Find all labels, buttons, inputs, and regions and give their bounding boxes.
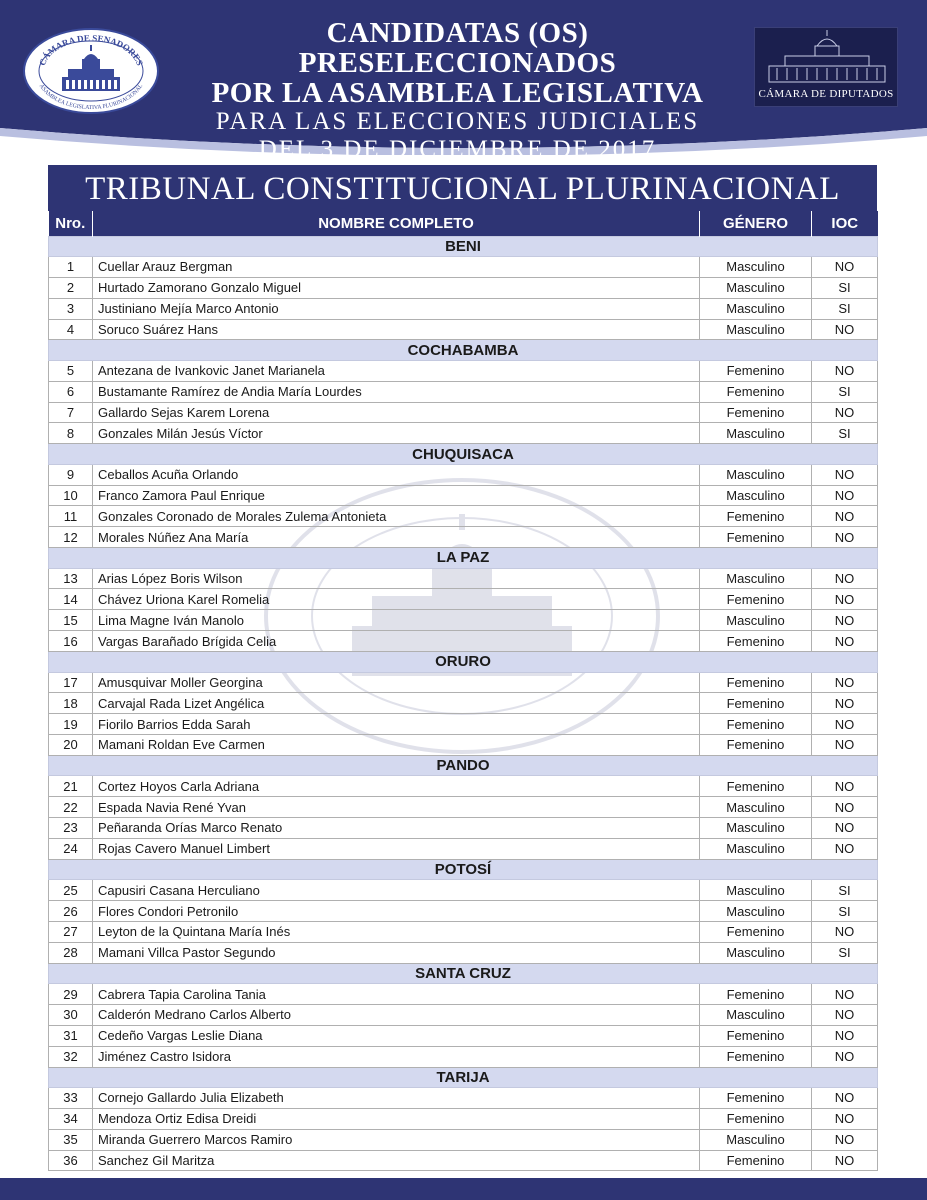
cell-name: Rojas Cavero Manuel Limbert <box>93 838 700 859</box>
header-ioc: IOC <box>812 211 878 236</box>
seal-top-text: CÁMARA DE SENADORES <box>36 32 146 67</box>
cell-ioc: NO <box>812 360 878 381</box>
cell-gender: Masculino <box>700 423 812 444</box>
cell-name: Miranda Guerrero Marcos Ramiro <box>93 1129 700 1150</box>
cell-name: Amusquivar Moller Georgina <box>93 672 700 693</box>
department-name: LA PAZ <box>49 548 878 569</box>
cell-gender: Femenino <box>700 714 812 735</box>
cell-name: Soruco Suárez Hans <box>93 319 700 340</box>
cell-name: Gonzales Milán Jesús Víctor <box>93 423 700 444</box>
cell-ioc: SI <box>812 942 878 963</box>
cell-name: Ceballos Acuña Orlando <box>93 464 700 485</box>
cell-gender: Masculino <box>700 610 812 631</box>
cell-name: Capusiri Casana Herculiano <box>93 880 700 901</box>
cell-ioc: NO <box>812 1004 878 1025</box>
cell-ioc: NO <box>812 797 878 818</box>
cell-nro: 31 <box>49 1025 93 1046</box>
cell-name: Cabrera Tapia Carolina Tania <box>93 984 700 1005</box>
cell-ioc: NO <box>812 838 878 859</box>
cell-gender: Femenino <box>700 984 812 1005</box>
table-row <box>49 506 878 527</box>
cell-name: Jiménez Castro Isidora <box>93 1046 700 1067</box>
cell-ioc: NO <box>812 631 878 652</box>
cell-ioc: NO <box>812 319 878 340</box>
table-row <box>49 880 878 901</box>
cell-name: Antezana de Ivankovic Janet Marianela <box>93 360 700 381</box>
cell-gender: Masculino <box>700 568 812 589</box>
section-title: TRIBUNAL CONSTITUCIONAL PLURINACIONAL <box>48 165 877 211</box>
table-row <box>49 942 878 963</box>
cell-gender: Femenino <box>700 506 812 527</box>
table-row <box>49 838 878 859</box>
table-row <box>49 589 878 610</box>
cell-name: Bustamante Ramírez de Andia María Lourdes <box>93 381 700 402</box>
cell-nro: 19 <box>49 714 93 735</box>
table-row <box>49 1088 878 1109</box>
table-row <box>49 631 878 652</box>
table-row <box>49 672 878 693</box>
cell-name: Chávez Uriona Karel Romelia <box>93 589 700 610</box>
department-name: TARIJA <box>49 1067 878 1088</box>
cell-nro: 17 <box>49 672 93 693</box>
cell-name: Cuellar Arauz Bergman <box>93 257 700 278</box>
cell-nro: 25 <box>49 880 93 901</box>
cell-nro: 20 <box>49 735 93 756</box>
cell-ioc: NO <box>812 714 878 735</box>
cell-name: Carvajal Rada Lizet Angélica <box>93 693 700 714</box>
cell-gender: Masculino <box>700 880 812 901</box>
cell-ioc: NO <box>812 1108 878 1129</box>
cell-nro: 34 <box>49 1108 93 1129</box>
cell-ioc: NO <box>812 1150 878 1171</box>
table-row <box>49 423 878 444</box>
cell-ioc: NO <box>812 485 878 506</box>
title-line-3: PARA LAS ELECCIONES JUDICIALES <box>215 108 700 135</box>
cell-ioc: NO <box>812 257 878 278</box>
cell-gender: Masculino <box>700 485 812 506</box>
cell-name: Hurtado Zamorano Gonzalo Miguel <box>93 277 700 298</box>
cell-name: Gonzales Coronado de Morales Zulema Antonieta <box>93 506 700 527</box>
department-name: CHUQUISACA <box>49 444 878 465</box>
department-name: BENI <box>49 236 878 257</box>
cell-ioc: NO <box>812 921 878 942</box>
table-row <box>49 1129 878 1150</box>
cell-nro: 23 <box>49 818 93 839</box>
cell-nro: 2 <box>49 277 93 298</box>
cell-name: Fiorilo Barrios Edda Sarah <box>93 714 700 735</box>
table-header-row <box>49 211 878 236</box>
department-name: COCHABAMBA <box>49 340 878 361</box>
cell-gender: Femenino <box>700 1108 812 1129</box>
cell-gender: Masculino <box>700 298 812 319</box>
cell-gender: Femenino <box>700 672 812 693</box>
cell-name: Mamani Villca Pastor Segundo <box>93 942 700 963</box>
cell-nro: 12 <box>49 527 93 548</box>
candidates-table <box>48 211 878 1171</box>
cell-nro: 14 <box>49 589 93 610</box>
table-row <box>49 1046 878 1067</box>
cell-name: Mendoza Ortiz Edisa Dreidi <box>93 1108 700 1129</box>
table-row <box>49 1150 878 1171</box>
cell-ioc: SI <box>812 298 878 319</box>
cell-name: Espada Navia René Yvan <box>93 797 700 818</box>
cell-ioc: NO <box>812 527 878 548</box>
cell-gender: Femenino <box>700 1025 812 1046</box>
cell-nro: 9 <box>49 464 93 485</box>
cell-ioc: SI <box>812 423 878 444</box>
department-row <box>49 1067 878 1088</box>
cell-nro: 16 <box>49 631 93 652</box>
cell-nro: 36 <box>49 1150 93 1171</box>
seal-bottom-text: ASAMBLEA LEGISLATIVA PLURINACIONAL <box>37 83 145 112</box>
deputies-seal-label: CÁMARA DE DIPUTADOS <box>758 88 894 100</box>
cell-nro: 24 <box>49 838 93 859</box>
cell-nro: 7 <box>49 402 93 423</box>
cell-name: Calderón Medrano Carlos Alberto <box>93 1004 700 1025</box>
header-nro: Nro. <box>49 211 93 236</box>
department-row <box>49 548 878 569</box>
cell-nro: 10 <box>49 485 93 506</box>
cell-ioc: NO <box>812 693 878 714</box>
cell-ioc: NO <box>812 589 878 610</box>
cell-gender: Masculino <box>700 464 812 485</box>
cell-nro: 8 <box>49 423 93 444</box>
table-row <box>49 485 878 506</box>
cell-gender: Masculino <box>700 277 812 298</box>
department-row <box>49 755 878 776</box>
cell-name: Cornejo Gallardo Julia Elizabeth <box>93 1088 700 1109</box>
table-row <box>49 298 878 319</box>
department-name: POTOSÍ <box>49 859 878 880</box>
table-row <box>49 319 878 340</box>
cell-gender: Femenino <box>700 589 812 610</box>
cell-gender: Femenino <box>700 1088 812 1109</box>
cell-nro: 13 <box>49 568 93 589</box>
cell-gender: Masculino <box>700 942 812 963</box>
table-row <box>49 464 878 485</box>
department-name: PANDO <box>49 755 878 776</box>
cell-gender: Femenino <box>700 693 812 714</box>
table-row <box>49 527 878 548</box>
cell-name: Gallardo Sejas Karem Lorena <box>93 402 700 423</box>
cell-ioc: SI <box>812 381 878 402</box>
cell-name: Leyton de la Quintana María Inés <box>93 921 700 942</box>
cell-name: Morales Núñez Ana María <box>93 527 700 548</box>
table-row <box>49 610 878 631</box>
cell-gender: Femenino <box>700 402 812 423</box>
table-row <box>49 1025 878 1046</box>
cell-ioc: NO <box>812 984 878 1005</box>
table-row <box>49 693 878 714</box>
cell-ioc: NO <box>812 776 878 797</box>
cell-ioc: SI <box>812 901 878 922</box>
cell-ioc: NO <box>812 818 878 839</box>
cell-gender: Femenino <box>700 381 812 402</box>
table-row <box>49 818 878 839</box>
header-banner <box>0 0 927 163</box>
cell-ioc: NO <box>812 672 878 693</box>
header-name: NOMBRE COMPLETO <box>93 211 700 236</box>
cell-nro: 32 <box>49 1046 93 1067</box>
cell-gender: Masculino <box>700 901 812 922</box>
table-row <box>49 984 878 1005</box>
cell-gender: Masculino <box>700 838 812 859</box>
cell-nro: 1 <box>49 257 93 278</box>
footer-bar <box>0 1178 927 1200</box>
department-row <box>49 236 878 257</box>
table-row <box>49 1108 878 1129</box>
cell-name: Arias López Boris Wilson <box>93 568 700 589</box>
cell-nro: 4 <box>49 319 93 340</box>
cell-nro: 21 <box>49 776 93 797</box>
cell-gender: Femenino <box>700 631 812 652</box>
cell-nro: 11 <box>49 506 93 527</box>
header-title <box>165 18 750 164</box>
cell-nro: 18 <box>49 693 93 714</box>
cell-nro: 29 <box>49 984 93 1005</box>
table-row <box>49 776 878 797</box>
cell-gender: Femenino <box>700 360 812 381</box>
department-name: SANTA CRUZ <box>49 963 878 984</box>
cell-gender: Femenino <box>700 776 812 797</box>
cell-nro: 27 <box>49 921 93 942</box>
cell-ioc: NO <box>812 1046 878 1067</box>
cell-name: Vargas Barañado Brígida Celia <box>93 631 700 652</box>
cell-name: Franco Zamora Paul Enrique <box>93 485 700 506</box>
cell-name: Sanchez Gil Maritza <box>93 1150 700 1171</box>
department-row <box>49 963 878 984</box>
cell-gender: Femenino <box>700 921 812 942</box>
cell-nro: 28 <box>49 942 93 963</box>
cell-gender: Masculino <box>700 818 812 839</box>
cell-nro: 35 <box>49 1129 93 1150</box>
department-name: ORURO <box>49 652 878 673</box>
table-row <box>49 901 878 922</box>
cell-gender: Femenino <box>700 527 812 548</box>
cell-nro: 30 <box>49 1004 93 1025</box>
table-row <box>49 921 878 942</box>
cell-name: Cedeño Vargas Leslie Diana <box>93 1025 700 1046</box>
cell-gender: Masculino <box>700 319 812 340</box>
cell-nro: 6 <box>49 381 93 402</box>
department-row <box>49 652 878 673</box>
cell-nro: 26 <box>49 901 93 922</box>
table-row <box>49 714 878 735</box>
cell-nro: 22 <box>49 797 93 818</box>
cell-ioc: SI <box>812 880 878 901</box>
cell-gender: Femenino <box>700 1046 812 1067</box>
cell-ioc: NO <box>812 610 878 631</box>
cell-ioc: NO <box>812 1088 878 1109</box>
table-row <box>49 797 878 818</box>
table-row <box>49 568 878 589</box>
cell-ioc: NO <box>812 506 878 527</box>
deputies-seal <box>754 27 898 107</box>
table-row <box>49 257 878 278</box>
cell-ioc: NO <box>812 735 878 756</box>
cell-ioc: NO <box>812 1025 878 1046</box>
header-gender: GÉNERO <box>700 211 812 236</box>
table-row <box>49 402 878 423</box>
cell-ioc: NO <box>812 1129 878 1150</box>
cell-gender: Masculino <box>700 1129 812 1150</box>
table-body <box>49 236 878 1171</box>
cell-name: Lima Magne Iván Manolo <box>93 610 700 631</box>
cell-ioc: SI <box>812 277 878 298</box>
title-line-4: DEL 3 DE DICIEMBRE DE 2017 <box>258 136 657 163</box>
cell-nro: 5 <box>49 360 93 381</box>
cell-gender: Masculino <box>700 1004 812 1025</box>
cell-gender: Femenino <box>700 1150 812 1171</box>
table-row <box>49 277 878 298</box>
cell-ioc: NO <box>812 402 878 423</box>
senate-seal-icon <box>22 27 160 115</box>
cell-ioc: NO <box>812 464 878 485</box>
cell-name: Cortez Hoyos Carla Adriana <box>93 776 700 797</box>
table-row <box>49 735 878 756</box>
cell-nro: 15 <box>49 610 93 631</box>
cell-nro: 3 <box>49 298 93 319</box>
cell-name: Flores Condori Petronilo <box>93 901 700 922</box>
table-row <box>49 381 878 402</box>
cell-name: Justiniano Mejía Marco Antonio <box>93 298 700 319</box>
title-line-2: POR LA ASAMBLEA LEGISLATIVA <box>211 77 704 109</box>
department-row <box>49 444 878 465</box>
title-line-1: CANDIDATAS (OS) PRESELECCIONADOS <box>298 17 617 79</box>
department-row <box>49 340 878 361</box>
cell-name: Peñaranda Orías Marco Renato <box>93 818 700 839</box>
cell-gender: Masculino <box>700 257 812 278</box>
cell-gender: Masculino <box>700 797 812 818</box>
table-row <box>49 1004 878 1025</box>
cell-ioc: NO <box>812 568 878 589</box>
deputies-building-icon <box>755 28 899 88</box>
cell-nro: 33 <box>49 1088 93 1109</box>
cell-name: Mamani Roldan Eve Carmen <box>93 735 700 756</box>
department-row <box>49 859 878 880</box>
table-row <box>49 360 878 381</box>
cell-gender: Femenino <box>700 735 812 756</box>
